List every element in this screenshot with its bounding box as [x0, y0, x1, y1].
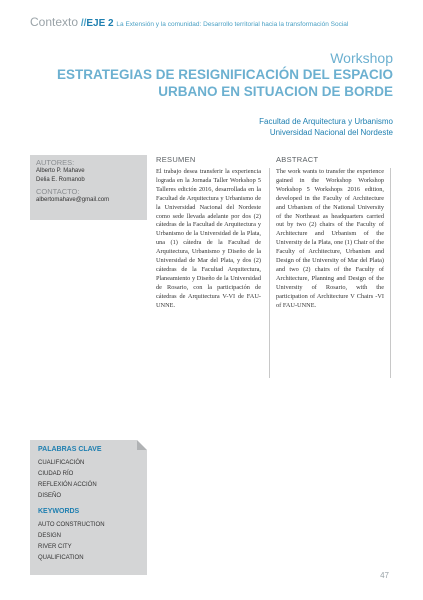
affiliation-university: Universidad Nacional del Nordeste [269, 128, 393, 137]
title-line-1: ESTRATEGIAS DE RESIGNIFICACIÓN DEL ESPACIO [56, 67, 393, 82]
header-separator: // [80, 18, 87, 29]
column-divider [390, 168, 391, 378]
axis-label: EJE 2 [86, 18, 114, 29]
keywords-panel [30, 440, 147, 575]
keyword-item: DESIGN [38, 533, 62, 539]
resumen-text: El trabajo desea transferir la experiencia lograda en la Jornada Taller Workshop 5 Talleres edición 2016, desarrollada en la Facultad de Arquitectura y Urbanismo de la Universidad Nacional del Nordeste como sede llevada adelante por dos (2) cátedras de la Facultad de Arquitectura y Urbanismo de la Universidad de la Plata, una (1) cátedra de la Facultad de Arquitectura, Urbanismo y Diseño de la Universidad de Mar del Plata, y dos (2) cátedras de la Facultad Arquitectura, Planeamiento y Diseño de la Universidad de Rosario, con la participación de cátedras de Arquitectura V-VI de FAU-UNNE. [156, 168, 261, 309]
keyword-item: REFLEXIÓN ACCIÓN [38, 482, 97, 488]
title-kicker: Workshop [330, 50, 393, 66]
journal-name: Contexto [30, 15, 79, 29]
keyword-item: CIUDAD RÍO [38, 471, 74, 477]
affiliation-faculty: Facultad de Arquitectura y Urbanismo [259, 117, 393, 126]
title-line-2: URBANO EN SITUACION DE BORDE [158, 84, 393, 99]
keyword-item: QUALIFICATION [38, 555, 84, 561]
abstract-text: The work wants to transfer the experience gained in the Workshop Workshop Workshop 5 Workshops 2016 edition, developed in the Faculty of Architecture and Urbanism of the National University of the Northeast as headquarters carried out by two (2) chairs of the Faculty of Architecture and Urbanism of the University de la Plata, one (1) Chair of the Faculty of Architecture, Urbanism and Design of the University of Mar del Plata) and two (2) chairs of the Faculty of Architecture, Planning and Design of the University of Rosario, with the participation of Architecture V Chairs -VI of FAU-UNNE. [276, 168, 384, 309]
axis-subtitle: La Extensión y la comunidad: Desarrollo territorial hacia la transformación Social [116, 21, 349, 28]
authors-panel [30, 155, 147, 220]
affiliation [259, 116, 393, 138]
keyword-item: RIVER CITY [38, 544, 72, 550]
contact-email[interactable]: albertomahave@gmail.com [36, 197, 110, 203]
keywords-en-heading: KEYWORDS [38, 508, 80, 515]
keyword-item: AUTO CONSTRUCTION [38, 522, 105, 528]
page-fold-icon [137, 440, 147, 450]
resumen-heading: RESUMEN [156, 155, 196, 164]
author-name: Delia E. Romanob [36, 177, 85, 183]
authors-label: AUTORES: [36, 158, 75, 167]
title-block [23, 50, 393, 100]
author-name: Alberto P. Mahave [36, 168, 85, 174]
page-number: 47 [380, 571, 389, 580]
keywords-es-heading: PALABRAS CLAVE [38, 446, 102, 453]
column-divider [269, 168, 270, 378]
contact-label: CONTACTO: [36, 187, 80, 196]
keyword-item: CUALIFICACIÓN [38, 460, 85, 466]
running-header [30, 15, 400, 29]
keyword-item: DISEÑO [38, 493, 62, 499]
abstract-heading: ABSTRACT [276, 155, 319, 164]
